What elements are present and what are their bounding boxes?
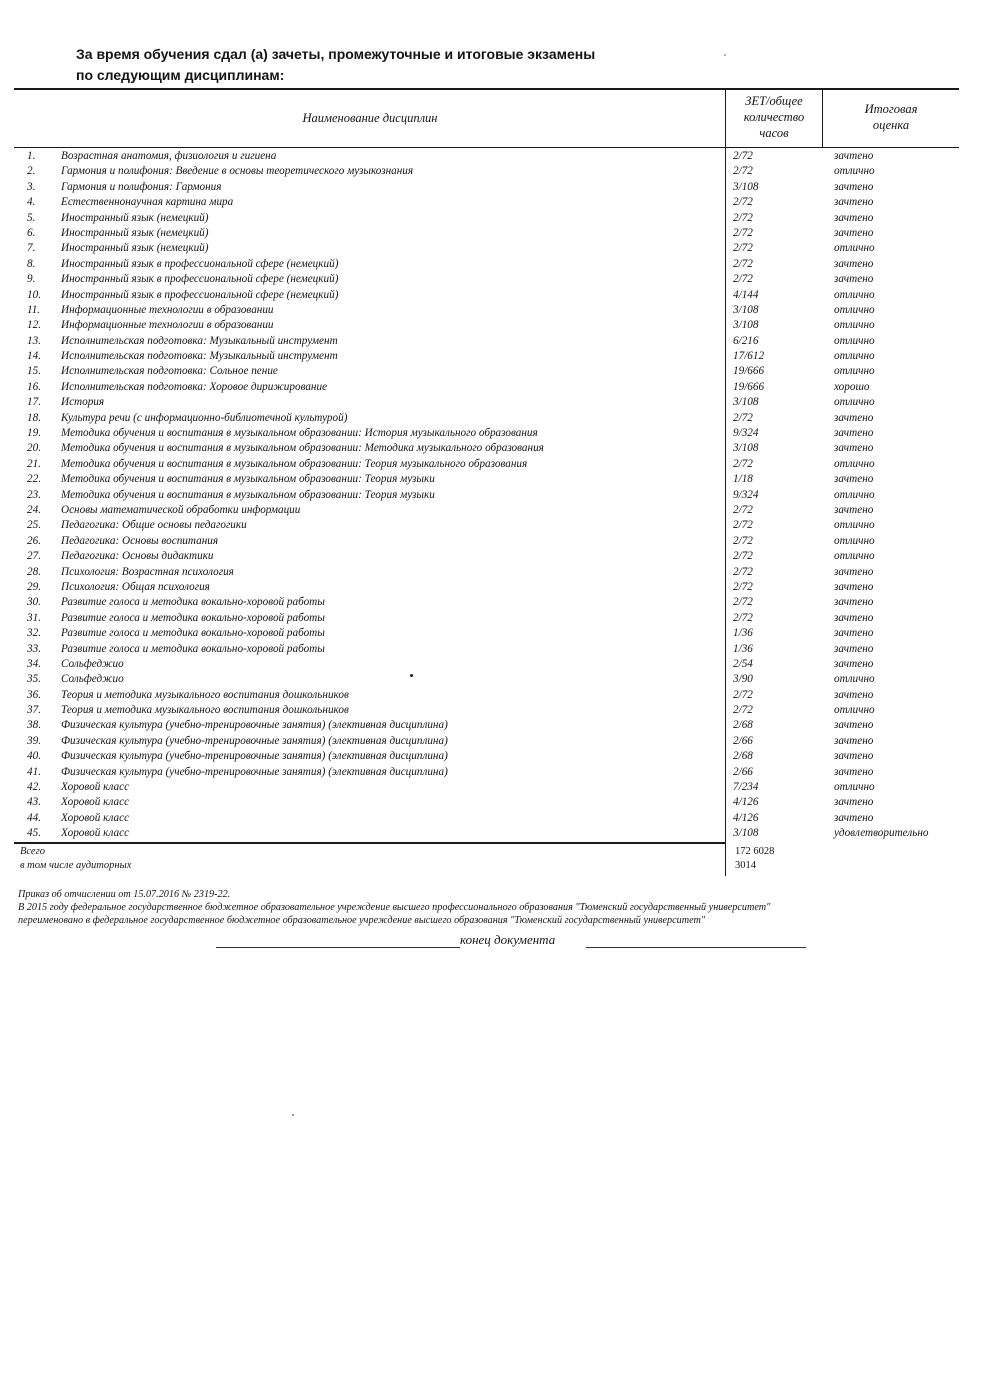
row-grade: зачтено [834,719,874,732]
row-hours: 3/108 [733,396,759,409]
row-discipline: Возрастная анатомия, физиология и гигиена [61,150,277,162]
row-number: 14. [27,350,41,363]
row-number: 30. [27,596,41,609]
row-grade: отлично [834,350,875,363]
row-discipline: Физическая культура (учебно-тренировочные занятия) (элективная дисциплина) [61,765,448,778]
row-grade: отлично [834,781,875,794]
row-discipline: Развитие голоса и методика вокально-хоровой работы [61,611,325,624]
row-discipline: Естественнонаучная картина мира [61,196,234,209]
row-number: 32. [27,627,41,640]
row-discipline: Педагогика: Общие основы педагогики [61,519,247,532]
row-hours: 2/72 [733,596,753,609]
row-hours: 2/72 [733,211,753,224]
row-discipline: Основы математической обработки информации [61,503,301,516]
total-row [0,845,999,859]
row-hours: 2/72 [733,611,753,624]
table-row [0,749,999,764]
row-hours: 4/126 [733,811,759,824]
discipline-table-body [0,149,999,842]
row-number: 4. [27,196,36,209]
row-grade: отлично [834,704,875,717]
row-discipline: Психология: Общая психология [61,580,210,593]
table-header-bottom-rule [14,147,959,148]
row-discipline: Хоровой класс [61,827,130,840]
rename-note-line-1: В 2015 году федеральное государственное бюджетное образовательное учреждение высшего профессионального образования "Тюменский государственный университет" [18,902,771,913]
row-discipline: Сольфеджио [61,657,124,670]
row-hours: 4/144 [733,288,759,301]
table-row [0,503,999,518]
row-grade: отлично [834,550,875,563]
table-row [0,180,999,195]
row-grade: зачтено [834,580,874,593]
table-row [0,426,999,441]
row-grade: отлично [834,165,875,178]
row-discipline: Физическая культура (учебно-тренировочные занятия) (элективная дисциплина) [61,750,448,763]
table-row [0,657,999,672]
row-grade: зачтено [834,565,874,578]
row-number: 29. [27,580,41,593]
row-number: 11. [27,303,41,316]
row-number: 26. [27,534,41,547]
row-hours: 2/72 [733,242,753,255]
table-row [0,349,999,364]
row-number: 45. [27,827,41,840]
row-discipline: Методика обучения и воспитания в музыкальном образовании: Методика музыкального образования [61,442,544,455]
row-hours: 1/18 [733,473,753,486]
row-hours: 3/90 [733,673,753,686]
row-number: 31. [27,611,41,624]
row-number: 43. [27,796,41,809]
row-grade: зачтено [834,180,874,193]
table-row [0,288,999,303]
row-number: 8. [27,257,36,270]
row-discipline: Информационные технологии в образовании [61,319,274,332]
row-number: 20. [27,442,41,455]
table-row [0,272,999,287]
row-discipline: Иностранный язык (немецкий) [61,211,209,224]
row-discipline: Развитие голоса и методика вокально-хоровой работы [61,642,325,655]
row-hours: 1/36 [733,627,753,640]
row-number: 21. [27,457,41,470]
table-row [0,734,999,749]
row-grade: отлично [834,673,875,686]
auditory-label: в том числе аудиторных [20,860,132,871]
row-grade: зачтено [834,503,874,516]
row-number: 42. [27,781,41,794]
row-discipline: Педагогика: Основы воспитания [61,534,219,547]
row-number: 16. [27,380,41,393]
total-label: Всего [20,846,45,857]
header-grade [826,101,956,133]
header-grade-line-1: Итоговая [864,102,918,116]
row-hours: 2/66 [733,765,753,778]
row-grade: зачтено [834,150,874,162]
row-hours: 2/72 [733,550,753,563]
row-number: 6. [27,226,36,239]
row-grade: отлично [834,334,875,347]
end-of-document [216,932,806,952]
table-row [0,457,999,472]
row-hours: 2/72 [733,411,753,424]
row-number: 28. [27,565,41,578]
row-grade: зачтено [834,257,874,270]
row-hours: 6/216 [733,334,759,347]
table-row [0,241,999,256]
row-discipline: Иностранный язык (немецкий) [61,242,209,255]
end-of-document-text: конец документа [460,932,556,947]
row-hours: 3/108 [733,303,759,316]
end-underline-right [586,947,806,948]
row-grade: хорошо [834,380,870,393]
row-number: 10. [27,288,41,301]
table-row [0,595,999,610]
row-number: 35. [27,673,41,686]
header-hours-line-1: ЗЕТ/общее [745,94,803,108]
row-discipline: Методика обучения и воспитания в музыкальном образовании: Теория музыкального образования [61,457,528,470]
row-grade: зачтено [834,473,874,486]
table-row [0,488,999,503]
table-row [0,703,999,718]
row-number: 9. [27,273,36,286]
row-grade: зачтено [834,627,874,640]
row-grade: зачтено [834,765,874,778]
row-number: 12. [27,319,41,332]
table-row [0,811,999,826]
row-discipline: Методика обучения и воспитания в музыкальном образовании: История музыкального образования [61,427,538,440]
table-row [0,303,999,318]
row-number: 17. [27,396,41,409]
table-row [0,765,999,780]
table-row [0,257,999,272]
row-number: 41. [27,765,41,778]
table-row [0,534,999,549]
table-row [0,395,999,410]
row-hours: 7/234 [733,781,759,794]
auditory-row [0,859,999,873]
row-hours: 2/72 [733,226,753,239]
row-grade: зачтено [834,642,874,655]
row-grade: отлично [834,488,875,501]
table-row [0,226,999,241]
row-hours: 3/108 [733,319,759,332]
table-row [0,795,999,810]
row-discipline: Хоровой класс [61,781,130,794]
table-row [0,149,999,164]
row-hours: 2/66 [733,734,753,747]
row-number: 25. [27,519,41,532]
row-discipline: Теория и методика музыкального воспитания дошкольников [61,704,349,717]
row-discipline: Иностранный язык в профессиональной сфере (немецкий) [61,288,339,301]
header-hours-line-3: часов [759,126,789,140]
row-number: 38. [27,719,41,732]
row-number: 23. [27,488,41,501]
table-row [0,718,999,733]
table-row [0,780,999,795]
row-grade: зачтено [834,657,874,670]
row-discipline: Педагогика: Основы дидактики [61,550,214,563]
row-hours: 4/126 [733,796,759,809]
row-grade: зачтено [834,750,874,763]
row-number: 19. [27,427,41,440]
row-discipline: Методика обучения и воспитания в музыкальном образовании: Теория музыки [61,488,435,501]
row-grade: зачтено [834,796,874,809]
total-value: 172 6028 [735,846,775,857]
table-row [0,549,999,564]
table-top-rule [14,88,959,90]
row-grade: зачтено [834,611,874,624]
row-hours: 3/108 [733,180,759,193]
row-discipline: Исполнительская подготовка: Сольное пение [61,365,278,378]
row-discipline: Исполнительская подготовка: Музыкальный инструмент [61,350,338,363]
table-row [0,688,999,703]
row-grade: отлично [834,534,875,547]
row-hours: 2/72 [733,165,753,178]
row-discipline: Сольфеджио [61,673,124,686]
row-discipline: Хоровой класс [61,796,130,809]
table-row [0,195,999,210]
row-discipline: Гармония и полифония: Введение в основы теоретического музыкознания [61,165,414,178]
row-grade: отлично [834,319,875,332]
row-hours: 17/612 [733,350,765,363]
row-hours: 2/72 [733,519,753,532]
row-hours: 2/72 [733,196,753,209]
row-discipline: Теория и методика музыкального воспитания дошкольников [61,688,349,701]
table-row [0,826,999,841]
row-discipline: Физическая культура (учебно-тренировочные занятия) (элективная дисциплина) [61,734,448,747]
row-discipline: Иностранный язык в профессиональной сфере (немецкий) [61,273,339,286]
row-number: 24. [27,503,41,516]
row-grade: отлично [834,519,875,532]
row-discipline: Развитие голоса и методика вокально-хоровой работы [61,627,325,640]
table-row [0,411,999,426]
row-number: 5. [27,211,36,224]
row-grade: зачтено [834,596,874,609]
row-number: 33. [27,642,41,655]
row-grade: зачтено [834,273,874,286]
row-discipline: Развитие голоса и методика вокально-хоровой работы [61,596,325,609]
table-row [0,472,999,487]
row-hours: 9/324 [733,488,759,501]
row-discipline: Хоровой класс [61,811,130,824]
row-discipline: Исполнительская подготовка: Хоровое дирижирование [61,380,328,393]
row-number: 39. [27,734,41,747]
row-hours: 2/68 [733,719,753,732]
row-number: 36. [27,688,41,701]
document-heading [76,44,716,86]
table-row [0,580,999,595]
scan-speck [292,1114,294,1116]
heading-line-2: по следующим дисциплинам: [76,67,285,83]
row-grade: зачтено [834,196,874,209]
row-number: 37. [27,704,41,717]
row-number: 27. [27,550,41,563]
row-grade: отлично [834,288,875,301]
row-hours: 2/72 [733,457,753,470]
row-hours: 19/666 [733,365,765,378]
header-hours-line-2: количество [743,110,805,124]
heading-line-1: За время обучения сдал (а) зачеты, промежуточные и итоговые экзамены [76,46,596,62]
row-grade: зачтено [834,411,874,424]
table-row [0,626,999,641]
table-row [0,642,999,657]
row-hours: 2/72 [733,503,753,516]
totals-block [0,845,999,873]
row-hours: 2/72 [733,580,753,593]
row-grade: удовлетворительно [834,827,929,840]
row-number: 13. [27,334,41,347]
table-row [0,672,999,687]
row-hours: 2/72 [733,565,753,578]
row-hours: 2/72 [733,704,753,717]
row-number: 3. [27,180,36,193]
row-discipline: История [61,396,105,409]
row-grade: зачтено [834,811,874,824]
row-discipline: Психология: Возрастная психология [61,565,234,578]
rename-note-line-2: переименовано в федеральное государственное бюджетное образовательное учреждение высшего образования "Тюменский государственный университет" [18,915,706,926]
row-number: 40. [27,750,41,763]
row-grade: зачтено [834,226,874,239]
table-row [0,364,999,379]
header-discipline-name [20,110,720,126]
row-discipline: Иностранный язык в профессиональной сфере (немецкий) [61,257,339,270]
row-grade: зачтено [834,442,874,455]
table-row [0,318,999,333]
row-discipline: Иностранный язык (немецкий) [61,226,209,239]
table-row [0,211,999,226]
row-grade: зачтено [834,734,874,747]
row-grade: отлично [834,365,875,378]
table-row [0,611,999,626]
row-number: 15. [27,365,41,378]
scan-speck [410,674,413,677]
table-row [0,565,999,580]
row-number: 22. [27,473,41,486]
row-discipline: Методика обучения и воспитания в музыкальном образовании: Теория музыки [61,473,435,486]
header-hours [727,93,821,141]
row-number: 1. [27,150,36,162]
table-row [0,380,999,395]
row-hours: 19/666 [733,380,765,393]
row-hours: 2/54 [733,657,753,670]
expulsion-order: Приказ об отчислении от 15.07.2016 № 2319-22. [18,889,231,900]
header-discipline-name-text: Наименование дисциплин [302,111,438,125]
grade-column-divider [822,88,823,148]
table-row [0,441,999,456]
auditory-value: 3014 [735,860,756,871]
row-discipline: Исполнительская подготовка: Музыкальный инструмент [61,334,338,347]
row-hours: 3/108 [733,827,759,840]
row-hours: 2/72 [733,150,753,162]
row-number: 7. [27,242,36,255]
end-underline-left [216,947,460,948]
row-number: 18. [27,411,41,424]
row-hours: 2/72 [733,273,753,286]
table-row [0,334,999,349]
row-grade: отлично [834,303,875,316]
row-hours: 2/72 [733,257,753,270]
table-row [0,518,999,533]
scan-speck [724,54,726,56]
row-hours: 9/324 [733,427,759,440]
row-discipline: Культура речи (с информационно-библиотечной культурой) [61,411,348,424]
footer-notes [18,888,978,927]
row-hours: 2/72 [733,534,753,547]
row-grade: зачтено [834,211,874,224]
row-number: 44. [27,811,41,824]
row-discipline: Гармония и полифония: Гармония [61,180,222,193]
row-grade: отлично [834,242,875,255]
row-discipline: Физическая культура (учебно-тренировочные занятия) (элективная дисциплина) [61,719,448,732]
row-discipline: Информационные технологии в образовании [61,303,274,316]
table-bottom-rule [14,842,726,844]
row-grade: зачтено [834,427,874,440]
row-hours: 1/36 [733,642,753,655]
header-grade-line-2: оценка [872,118,910,132]
row-number: 34. [27,657,41,670]
row-hours: 3/108 [733,442,759,455]
row-number: 2. [27,165,36,178]
row-grade: зачтено [834,688,874,701]
table-row [0,164,999,179]
row-grade: отлично [834,457,875,470]
row-hours: 2/68 [733,750,753,763]
row-hours: 2/72 [733,688,753,701]
row-grade: отлично [834,396,875,409]
